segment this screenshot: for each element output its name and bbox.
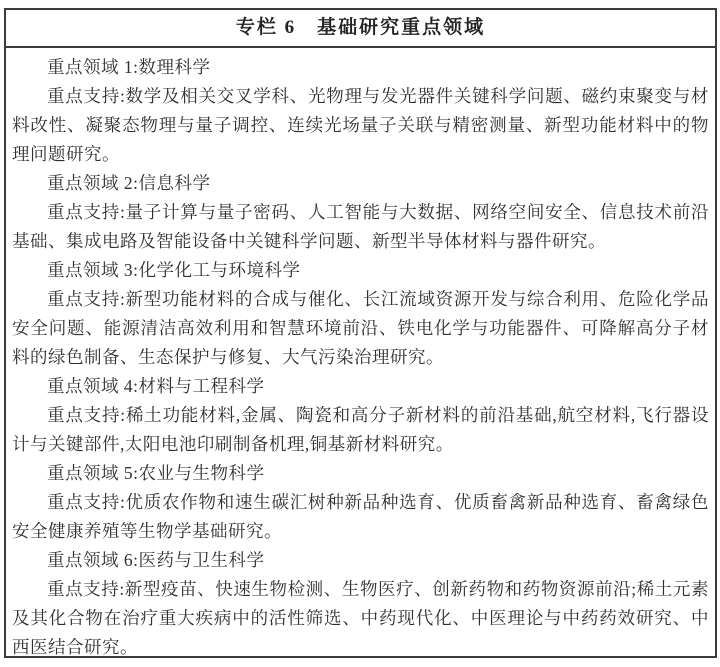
- section-body: 重点支持:优质农作物和速生碳汇树种新品种选育、优质畜禽新品种选育、畜禽绿色安全健康养殖等生物学基础研究。: [12, 492, 709, 541]
- column-panel: [4, 8, 717, 658]
- section-body: 重点支持:量子计算与量子密码、人工智能与大数据、网络空间安全、信息技术前沿基础、集成电路及智能设备中关键科学问题、新型半导体材料与器件研究。: [12, 202, 709, 251]
- section-body: 重点支持:新型功能材料的合成与催化、长江流域资源开发与综合利用、危险化学品安全问题、能源清洁高效利用和智慧环境前沿、铁电化学与功能器件、可降解高分子材料的绿色制备、生态保护与修复、大气污染治理研究。: [12, 289, 709, 367]
- section-heading: 重点领域 1:数理科学: [47, 57, 211, 77]
- section-heading: 重点领域 4:材料与工程科学: [47, 376, 265, 396]
- section-heading: 重点领域 2:信息科学: [47, 173, 211, 193]
- section-body: 重点支持:新型疫苗、快速生物检测、生物医疗、创新药物和药物资源前沿;稀土元素及其化合物在治疗重大疾病中的活性筛选、中药现代化、中医理论与中药药效研究、中西医结合研究。: [12, 579, 709, 657]
- section-information-science: [12, 169, 709, 256]
- section-math-physics: [12, 53, 709, 169]
- section-medicine-health: [12, 546, 709, 662]
- section-body: 重点支持:稀土功能材料,金属、陶瓷和高分子新材料的前沿基础,航空材料,飞行器设计与关键部件,太阳电池印刷制备机理,铜基新材料研究。: [12, 405, 709, 454]
- section-heading: 重点领域 6:医药与卫生科学: [47, 550, 265, 570]
- section-chemistry-environment: [12, 256, 709, 372]
- section-materials-engineering: [12, 372, 709, 459]
- section-heading: 重点领域 5:农业与生物科学: [47, 463, 265, 483]
- section-agriculture-biology: [12, 459, 709, 546]
- panel-title: 专栏 6 基础研究重点领域: [6, 10, 715, 48]
- panel-body: [6, 48, 715, 662]
- section-heading: 重点领域 3:化学化工与环境科学: [47, 260, 301, 280]
- section-body: 重点支持:数学及相关交叉学科、光物理与发光器件关键科学问题、磁约束聚变与材料改性、凝聚态物理与量子调控、连续光场量子关联与精密测量、新型功能材料中的物理问题研究。: [12, 86, 709, 164]
